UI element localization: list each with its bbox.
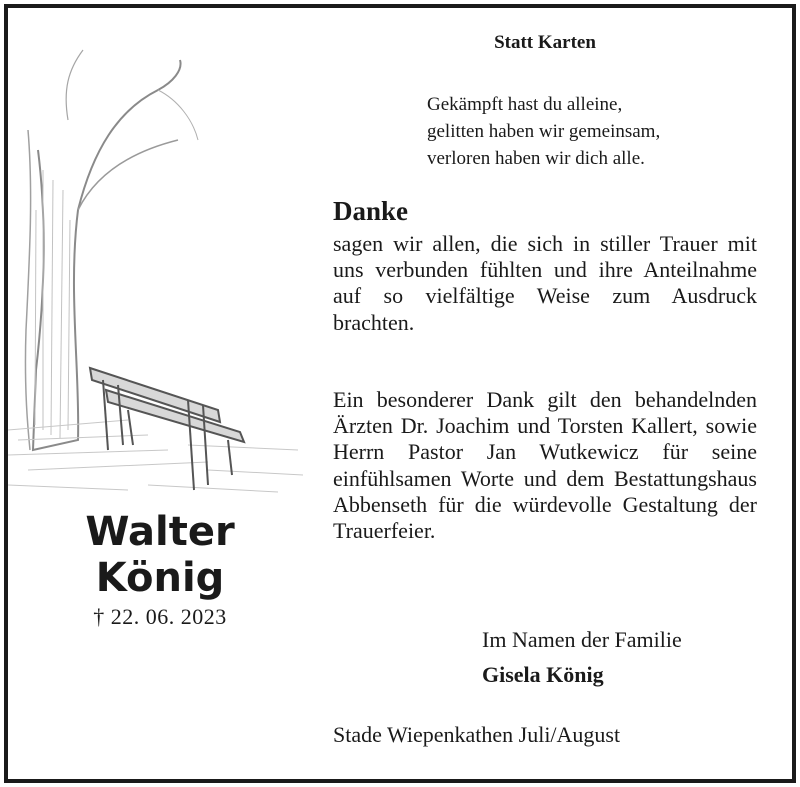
poem-line: gelitten haben wir gemeinsam, [427,121,661,142]
deceased-first-name: Walter [85,509,235,555]
signature: Gisela König [482,662,604,687]
death-date: † 22. 06. 2023 [93,604,227,629]
poem-line: Gekämpft hast du alleine, [427,94,623,115]
poem-line: verloren haben wir dich alle. [427,148,645,169]
notice-header: Statt Karten [494,32,596,53]
thanks-paragraph-1: sagen wir allen, die sich in stiller Trauer mit uns verbunden fühlten und ihre Anteilnahme auf so vielfältige Weise zum Ausdruck brachten. [333,231,757,335]
place-and-date: Stade Wiepenkathen Juli/August [333,722,621,747]
tree-and-bench-illustration [8,30,308,510]
thanks-title: Danke [333,196,409,226]
thanks-paragraph-2: Ein besonderer Dank gilt den behandelnden Ärzten Dr. Joachim und Torsten Kallert, sowie Herrn Pastor Jan Wutkewicz für seine einfühlsamen Worte und dem Bestattungshaus Abbenseth für die würdevolle Gestaltung der Trauerfeier. [333,387,757,544]
poem [427,91,767,172]
deceased-last-name: König [95,555,225,601]
closing-line: Im Namen der Familie [482,627,682,652]
